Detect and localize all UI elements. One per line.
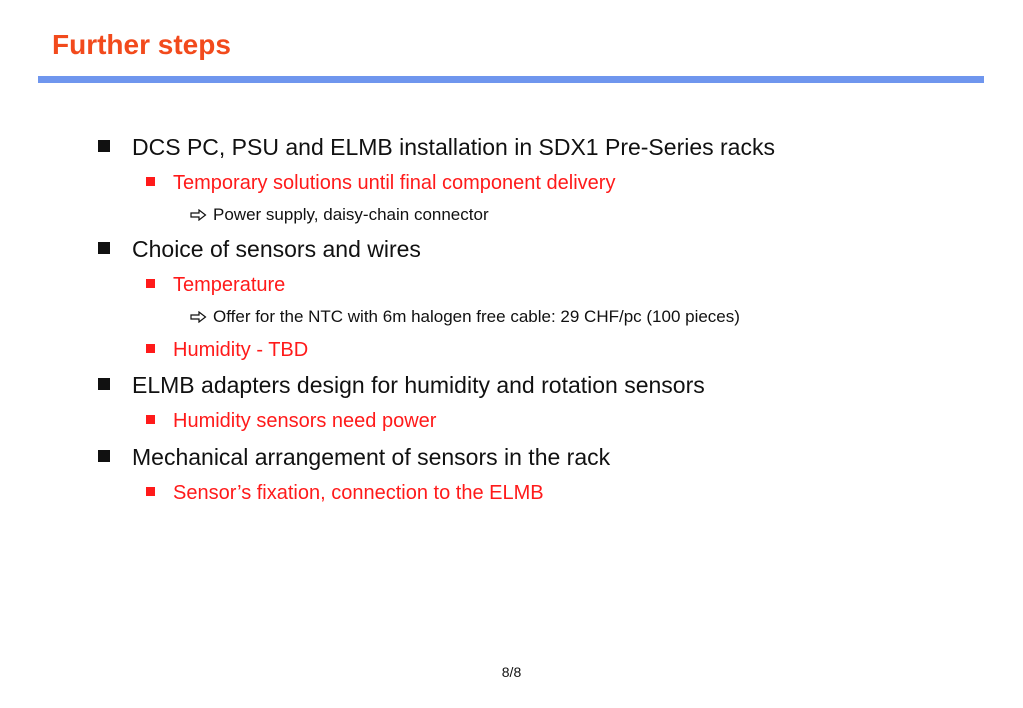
square-bullet-icon: [98, 140, 110, 152]
sub-bullet-item: [146, 173, 615, 193]
detail-item: [190, 308, 740, 325]
bullet-text: ELMB adapters design for humidity and rotation sensors: [132, 372, 705, 398]
sub-bullet-text: Temporary solutions until final component delivery: [173, 172, 616, 194]
detail-text: Power supply, daisy-chain connector: [213, 205, 489, 224]
sub-bullet-text: Humidity sensors need power: [173, 410, 437, 432]
bullet-item: [98, 136, 775, 159]
sub-bullet-item: [146, 483, 544, 503]
detail-text: Offer for the NTC with 6m halogen free cable: 29 CHF/pc (100 pieces): [213, 307, 740, 326]
square-bullet-icon: [98, 378, 110, 390]
title-divider: [38, 76, 984, 83]
slide-title: Further steps: [52, 29, 231, 60]
square-bullet-icon: [146, 415, 155, 424]
bullet-item: [98, 446, 610, 469]
sub-bullet-text: Temperature: [173, 274, 286, 296]
outline-arrow-right-icon: [190, 311, 207, 323]
square-bullet-icon: [146, 279, 155, 288]
sub-bullet-text: Humidity - TBD: [173, 339, 309, 361]
bullet-item: [98, 374, 705, 397]
sub-bullet-item: [146, 411, 436, 431]
sub-bullet-item: [146, 275, 285, 295]
bullet-item: [98, 238, 421, 261]
bullet-text: Mechanical arrangement of sensors in the rack: [132, 444, 611, 470]
outline-arrow-right-icon: [190, 209, 207, 221]
sub-bullet-text: Sensor’s fixation, connection to the ELMB: [173, 482, 544, 504]
square-bullet-icon: [98, 242, 110, 254]
detail-item: [190, 206, 489, 223]
square-bullet-icon: [146, 487, 155, 496]
bullet-text: Choice of sensors and wires: [132, 236, 421, 262]
square-bullet-icon: [146, 177, 155, 186]
sub-bullet-item: [146, 340, 308, 360]
bullet-text: DCS PC, PSU and ELMB installation in SDX1 Pre-Series racks: [132, 134, 775, 160]
square-bullet-icon: [98, 450, 110, 462]
page-number: 8/8: [501, 664, 522, 680]
square-bullet-icon: [146, 344, 155, 353]
